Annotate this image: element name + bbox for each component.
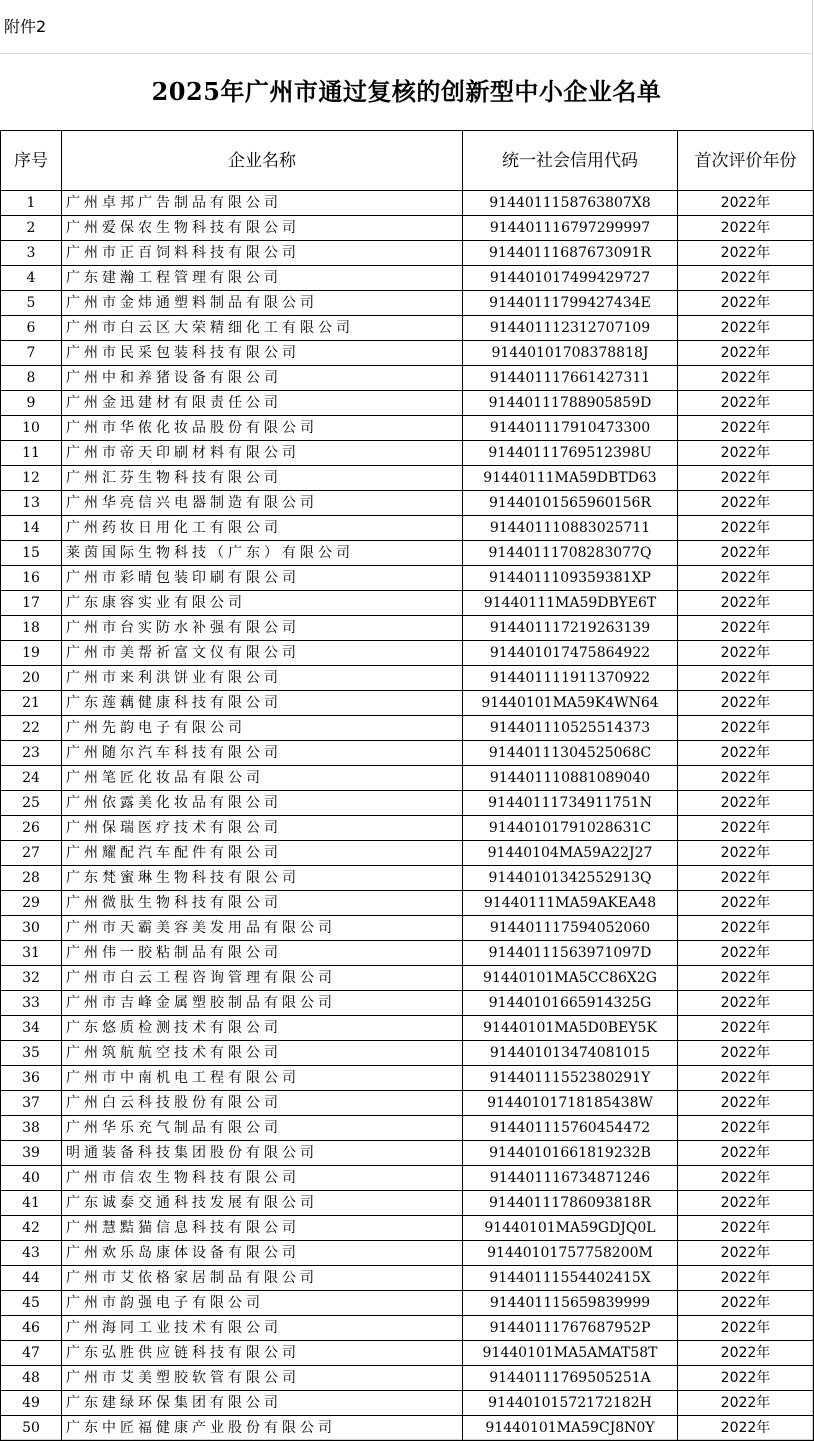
cell-index: 24: [1, 766, 62, 791]
cell-company-name: 广州市信农生物科技有限公司: [62, 1166, 463, 1191]
cell-first-eval-year: 2022年: [678, 1391, 814, 1416]
cell-index: 6: [1, 316, 62, 341]
cell-first-eval-year: 2022年: [678, 1166, 814, 1191]
cell-company-name: 广州海同工业技术有限公司: [62, 1316, 463, 1341]
cell-first-eval-year: 2022年: [678, 591, 814, 616]
table-row: [1, 1366, 814, 1391]
cell-index: 33: [1, 991, 62, 1016]
cell-index: 19: [1, 641, 62, 666]
cell-credit-code: 914401110883025711: [463, 516, 678, 541]
cell-first-eval-year: 2022年: [678, 666, 814, 691]
table-row: [1, 1041, 814, 1066]
cell-credit-code: 91440101MA5AMAT58T: [463, 1341, 678, 1366]
cell-index: 4: [1, 266, 62, 291]
cell-credit-code: 914401115659839999: [463, 1291, 678, 1316]
cell-index: 49: [1, 1391, 62, 1416]
cell-index: 15: [1, 541, 62, 566]
cell-credit-code: 914401017475864922: [463, 641, 678, 666]
cell-first-eval-year: 2022年: [678, 1066, 814, 1091]
cell-company-name: 广州爱保农生物科技有限公司: [62, 216, 463, 241]
document-title: 2025年广州市通过复核的创新型中小企业名单: [0, 54, 813, 131]
cell-credit-code: 914401115760454472: [463, 1116, 678, 1141]
table-row: [1, 941, 814, 966]
cell-credit-code: 91440111687673091R: [463, 241, 678, 266]
cell-credit-code: 914401116734871246: [463, 1166, 678, 1191]
cell-first-eval-year: 2022年: [678, 416, 814, 441]
cell-credit-code: 914401117910473300: [463, 416, 678, 441]
cell-index: 26: [1, 816, 62, 841]
cell-credit-code: 9144011158763807X8: [463, 191, 678, 216]
cell-credit-code: 91440101MA5D0BEY5K: [463, 1016, 678, 1041]
table-row: [1, 866, 814, 891]
table-row: [1, 841, 814, 866]
cell-credit-code: 91440104MA59A22J27: [463, 841, 678, 866]
cell-first-eval-year: 2022年: [678, 1291, 814, 1316]
cell-credit-code: 91440111788905859D: [463, 391, 678, 416]
cell-index: 50: [1, 1416, 62, 1441]
table-row: [1, 1091, 814, 1116]
cell-company-name: 广东莲藕健康科技有限公司: [62, 691, 463, 716]
cell-first-eval-year: 2022年: [678, 441, 814, 466]
table-row: [1, 391, 814, 416]
cell-company-name: 广东中匠福健康产业股份有限公司: [62, 1416, 463, 1441]
cell-credit-code: 91440101572172182H: [463, 1391, 678, 1416]
cell-credit-code: 914401117661427311: [463, 366, 678, 391]
cell-credit-code: 91440101MA59K4WN64: [463, 691, 678, 716]
cell-credit-code: 914401112312707109: [463, 316, 678, 341]
cell-company-name: 广州市美帮祈富文仪有限公司: [62, 641, 463, 666]
cell-first-eval-year: 2022年: [678, 391, 814, 416]
table-row: [1, 191, 814, 216]
cell-company-name: 广州华乐充气制品有限公司: [62, 1116, 463, 1141]
cell-credit-code: 91440101791028631C: [463, 816, 678, 841]
cell-credit-code: 91440111767687952P: [463, 1316, 678, 1341]
cell-first-eval-year: 2022年: [678, 691, 814, 716]
cell-credit-code: 91440101565960156R: [463, 491, 678, 516]
cell-company-name: 广州保瑞医疗技术有限公司: [62, 816, 463, 841]
cell-first-eval-year: 2022年: [678, 1366, 814, 1391]
attachment-label: 附件2: [0, 0, 813, 54]
cell-credit-code: 914401110525514373: [463, 716, 678, 741]
enterprise-table: [0, 130, 814, 1441]
cell-first-eval-year: 2022年: [678, 1216, 814, 1241]
cell-company-name: 广州市艾美塑胶软管有限公司: [62, 1366, 463, 1391]
cell-credit-code: 91440111554402415X: [463, 1266, 678, 1291]
cell-company-name: 广州华亮信兴电器制造有限公司: [62, 491, 463, 516]
cell-credit-code: 9144011109359381XP: [463, 566, 678, 591]
cell-first-eval-year: 2022年: [678, 1016, 814, 1041]
cell-index: 3: [1, 241, 62, 266]
table-row: [1, 916, 814, 941]
cell-company-name: 广州市白云工程咨询管理有限公司: [62, 966, 463, 991]
cell-credit-code: 91440111786093818R: [463, 1191, 678, 1216]
cell-index: 27: [1, 841, 62, 866]
cell-company-name: 广东建瀚工程管理有限公司: [62, 266, 463, 291]
cell-credit-code: 914401111911370922: [463, 666, 678, 691]
cell-index: 48: [1, 1366, 62, 1391]
table-row: [1, 1316, 814, 1341]
cell-company-name: 广州市彩晴包装印刷有限公司: [62, 566, 463, 591]
cell-index: 10: [1, 416, 62, 441]
cell-first-eval-year: 2022年: [678, 1141, 814, 1166]
cell-credit-code: 914401017499429727: [463, 266, 678, 291]
table-row: [1, 216, 814, 241]
cell-company-name: 广州市台实防水补强有限公司: [62, 616, 463, 641]
cell-company-name: 广州市华侬化妆品股份有限公司: [62, 416, 463, 441]
cell-company-name: 广州白云科技股份有限公司: [62, 1091, 463, 1116]
header-index: 序号: [1, 131, 62, 191]
cell-company-name: 广州耀配汽车配件有限公司: [62, 841, 463, 866]
cell-first-eval-year: 2022年: [678, 1191, 814, 1216]
cell-index: 41: [1, 1191, 62, 1216]
cell-credit-code: 91440111799427434E: [463, 291, 678, 316]
cell-company-name: 广州笔匠化妆品有限公司: [62, 766, 463, 791]
cell-index: 18: [1, 616, 62, 641]
cell-credit-code: 91440101MA59CJ8N0Y: [463, 1416, 678, 1441]
cell-index: 23: [1, 741, 62, 766]
cell-index: 14: [1, 516, 62, 541]
cell-company-name: 广州随尔汽车科技有限公司: [62, 741, 463, 766]
cell-company-name: 广东建绿环保集团有限公司: [62, 1391, 463, 1416]
cell-index: 1: [1, 191, 62, 216]
cell-first-eval-year: 2022年: [678, 616, 814, 641]
cell-first-eval-year: 2022年: [678, 791, 814, 816]
table-row: [1, 1141, 814, 1166]
cell-company-name: 广东梵蜜琳生物科技有限公司: [62, 866, 463, 891]
table-row: [1, 766, 814, 791]
table-row: [1, 1391, 814, 1416]
cell-index: 12: [1, 466, 62, 491]
cell-credit-code: 91440111552380291Y: [463, 1066, 678, 1091]
cell-index: 2: [1, 216, 62, 241]
cell-company-name: 广州市帝天印刷材料有限公司: [62, 441, 463, 466]
cell-credit-code: 914401117594052060: [463, 916, 678, 941]
cell-index: 20: [1, 666, 62, 691]
cell-first-eval-year: 2022年: [678, 491, 814, 516]
table-row: [1, 791, 814, 816]
cell-first-eval-year: 2022年: [678, 991, 814, 1016]
cell-first-eval-year: 2022年: [678, 341, 814, 366]
table-body: [1, 191, 814, 1441]
table-row: [1, 1166, 814, 1191]
cell-first-eval-year: 2022年: [678, 1266, 814, 1291]
cell-company-name: 广州慧黠猫信息科技有限公司: [62, 1216, 463, 1241]
table-row: [1, 716, 814, 741]
cell-index: 25: [1, 791, 62, 816]
cell-company-name: 广州欢乐岛康体设备有限公司: [62, 1241, 463, 1266]
cell-first-eval-year: 2022年: [678, 741, 814, 766]
cell-index: 9: [1, 391, 62, 416]
cell-first-eval-year: 2022年: [678, 641, 814, 666]
cell-index: 5: [1, 291, 62, 316]
cell-company-name: 广州市艾依格家居制品有限公司: [62, 1266, 463, 1291]
cell-first-eval-year: 2022年: [678, 266, 814, 291]
cell-index: 29: [1, 891, 62, 916]
table-row: [1, 1241, 814, 1266]
table-row: [1, 541, 814, 566]
table-row: [1, 1216, 814, 1241]
cell-first-eval-year: 2022年: [678, 1416, 814, 1441]
cell-index: 36: [1, 1066, 62, 1091]
cell-credit-code: 91440111708283077Q: [463, 541, 678, 566]
table-row: [1, 691, 814, 716]
cell-company-name: 广州微肽生物科技有限公司: [62, 891, 463, 916]
cell-index: 30: [1, 916, 62, 941]
cell-company-name: 广州市金炜通塑料制品有限公司: [62, 291, 463, 316]
cell-first-eval-year: 2022年: [678, 366, 814, 391]
table-row: [1, 816, 814, 841]
cell-first-eval-year: 2022年: [678, 1041, 814, 1066]
cell-credit-code: 91440101MA5CC86X2G: [463, 966, 678, 991]
cell-credit-code: 91440101718185438W: [463, 1091, 678, 1116]
table-row: [1, 566, 814, 591]
table-row: [1, 591, 814, 616]
cell-index: 47: [1, 1341, 62, 1366]
table-row: [1, 366, 814, 391]
cell-company-name: 广州先韵电子有限公司: [62, 716, 463, 741]
table-row: [1, 1266, 814, 1291]
table-row: [1, 266, 814, 291]
cell-first-eval-year: 2022年: [678, 241, 814, 266]
table-row: [1, 466, 814, 491]
cell-index: 45: [1, 1291, 62, 1316]
cell-credit-code: 914401116797299997: [463, 216, 678, 241]
cell-index: 34: [1, 1016, 62, 1041]
cell-first-eval-year: 2022年: [678, 291, 814, 316]
table-row: [1, 416, 814, 441]
cell-index: 31: [1, 941, 62, 966]
cell-first-eval-year: 2022年: [678, 541, 814, 566]
table-row: [1, 491, 814, 516]
table-row: [1, 1191, 814, 1216]
cell-company-name: 广州市吉峰金属塑胶制品有限公司: [62, 991, 463, 1016]
cell-first-eval-year: 2022年: [678, 866, 814, 891]
cell-company-name: 广州市正百饲料科技有限公司: [62, 241, 463, 266]
table-row: [1, 1016, 814, 1041]
cell-company-name: 广州筑航航空技术有限公司: [62, 1041, 463, 1066]
cell-company-name: 广州市白云区大荣精细化工有限公司: [62, 316, 463, 341]
cell-credit-code: 91440101661819232B: [463, 1141, 678, 1166]
cell-credit-code: 914401117219263139: [463, 616, 678, 641]
cell-first-eval-year: 2022年: [678, 1341, 814, 1366]
cell-first-eval-year: 2022年: [678, 841, 814, 866]
cell-index: 7: [1, 341, 62, 366]
cell-index: 46: [1, 1316, 62, 1341]
table-row: [1, 441, 814, 466]
cell-first-eval-year: 2022年: [678, 891, 814, 916]
cell-index: 43: [1, 1241, 62, 1266]
cell-credit-code: 91440101342552913Q: [463, 866, 678, 891]
table-row: [1, 316, 814, 341]
table-row: [1, 516, 814, 541]
cell-company-name: 广东康容实业有限公司: [62, 591, 463, 616]
cell-first-eval-year: 2022年: [678, 516, 814, 541]
cell-credit-code: 91440111769512398U: [463, 441, 678, 466]
cell-credit-code: 91440101665914325G: [463, 991, 678, 1016]
cell-credit-code: 91440111769505251A: [463, 1366, 678, 1391]
cell-company-name: 广东诚泰交通科技发展有限公司: [62, 1191, 463, 1216]
cell-company-name: 广州市韵强电子有限公司: [62, 1291, 463, 1316]
cell-company-name: 广东悠质检测技术有限公司: [62, 1016, 463, 1041]
cell-credit-code: 91440101757758200M: [463, 1241, 678, 1266]
cell-credit-code: 91440111304525068C: [463, 741, 678, 766]
cell-index: 16: [1, 566, 62, 591]
cell-index: 39: [1, 1141, 62, 1166]
cell-index: 21: [1, 691, 62, 716]
cell-index: 22: [1, 716, 62, 741]
cell-first-eval-year: 2022年: [678, 766, 814, 791]
cell-first-eval-year: 2022年: [678, 916, 814, 941]
cell-index: 13: [1, 491, 62, 516]
cell-company-name: 广州金迅建材有限责任公司: [62, 391, 463, 416]
cell-index: 42: [1, 1216, 62, 1241]
cell-credit-code: 91440111MA59DBYE6T: [463, 591, 678, 616]
cell-first-eval-year: 2022年: [678, 816, 814, 841]
cell-first-eval-year: 2022年: [678, 466, 814, 491]
cell-credit-code: 914401110881089040: [463, 766, 678, 791]
table-row: [1, 741, 814, 766]
cell-company-name: 广州市中南机电工程有限公司: [62, 1066, 463, 1091]
cell-credit-code: 91440101MA59GDJQ0L: [463, 1216, 678, 1241]
cell-first-eval-year: 2022年: [678, 1091, 814, 1116]
cell-first-eval-year: 2022年: [678, 216, 814, 241]
table-row: [1, 666, 814, 691]
cell-credit-code: 91440111MA59DBTD63: [463, 466, 678, 491]
cell-first-eval-year: 2022年: [678, 191, 814, 216]
header-name: 企业名称: [62, 131, 463, 191]
cell-company-name: 莱茵国际生物科技（广东）有限公司: [62, 541, 463, 566]
cell-company-name: 广州市来利洪饼业有限公司: [62, 666, 463, 691]
cell-company-name: 广州市民采包装科技有限公司: [62, 341, 463, 366]
cell-company-name: 明通装备科技集团股份有限公司: [62, 1141, 463, 1166]
cell-credit-code: 91440111734911751N: [463, 791, 678, 816]
table-header-row: [1, 131, 814, 191]
cell-company-name: 广州中和养猪设备有限公司: [62, 366, 463, 391]
header-code: 统一社会信用代码: [463, 131, 678, 191]
table-row: [1, 341, 814, 366]
cell-company-name: 广东弘胜供应链科技有限公司: [62, 1341, 463, 1366]
cell-first-eval-year: 2022年: [678, 716, 814, 741]
cell-first-eval-year: 2022年: [678, 966, 814, 991]
cell-company-name: 广州卓邦广告制品有限公司: [62, 191, 463, 216]
table-row: [1, 241, 814, 266]
cell-first-eval-year: 2022年: [678, 1316, 814, 1341]
table-row: [1, 1066, 814, 1091]
cell-index: 37: [1, 1091, 62, 1116]
cell-index: 38: [1, 1116, 62, 1141]
table-row: [1, 991, 814, 1016]
cell-company-name: 广州市天霸美容美发用品有限公司: [62, 916, 463, 941]
cell-index: 35: [1, 1041, 62, 1066]
cell-index: 8: [1, 366, 62, 391]
cell-credit-code: 91440111MA59AKEA48: [463, 891, 678, 916]
cell-first-eval-year: 2022年: [678, 1241, 814, 1266]
cell-company-name: 广州伟一胶粘制品有限公司: [62, 941, 463, 966]
cell-index: 17: [1, 591, 62, 616]
table-row: [1, 1291, 814, 1316]
cell-index: 44: [1, 1266, 62, 1291]
cell-first-eval-year: 2022年: [678, 566, 814, 591]
cell-credit-code: 914401013474081015: [463, 1041, 678, 1066]
cell-index: 28: [1, 866, 62, 891]
cell-index: 32: [1, 966, 62, 991]
table-row: [1, 1116, 814, 1141]
table-row: [1, 641, 814, 666]
cell-credit-code: 91440101708378818J: [463, 341, 678, 366]
table-row: [1, 1341, 814, 1366]
header-year: 首次评价年份: [678, 131, 814, 191]
table-row: [1, 966, 814, 991]
cell-credit-code: 91440111563971097D: [463, 941, 678, 966]
cell-company-name: 广州汇芬生物科技有限公司: [62, 466, 463, 491]
table-row: [1, 616, 814, 641]
cell-company-name: 广州依露美化妆品有限公司: [62, 791, 463, 816]
cell-first-eval-year: 2022年: [678, 316, 814, 341]
cell-index: 11: [1, 441, 62, 466]
cell-index: 40: [1, 1166, 62, 1191]
table-row: [1, 1416, 814, 1441]
cell-company-name: 广州药妆日用化工有限公司: [62, 516, 463, 541]
table-row: [1, 891, 814, 916]
cell-first-eval-year: 2022年: [678, 941, 814, 966]
cell-first-eval-year: 2022年: [678, 1116, 814, 1141]
table-row: [1, 291, 814, 316]
